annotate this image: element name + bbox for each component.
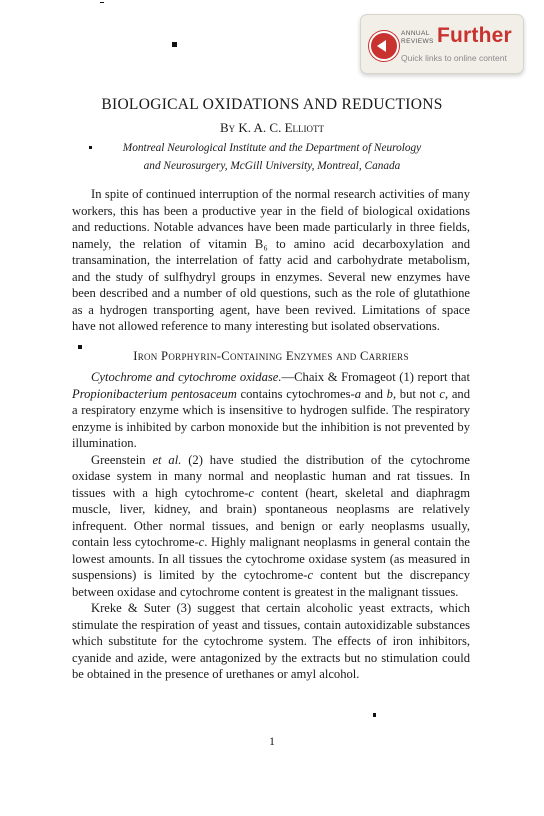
italic-letter: c: [307, 568, 314, 582]
author-name: K. A. C. Elliott: [238, 120, 325, 135]
author-prefix: By: [219, 120, 236, 135]
author-affiliation: [0, 139, 544, 175]
banner-annual-text: ANNUAL: [401, 30, 430, 37]
italic-letter: c: [439, 386, 445, 401]
paragraph-cytochrome: [72, 369, 470, 452]
paragraph-kreke-suter: Kreke & Suter (3) suggest that certain alcoholic yeast extracts, which stimulate the respiration of yeast and tissues, contain autoxidizable substances which substitute for the cytochrome system. The effects of iron inhibitors, cyanide and azide, were antagonized by the extracts but no stimulation could be obtained in the presence of urethanes or amyl alcohol.: [72, 601, 470, 681]
italic-letter: c: [198, 535, 205, 549]
paragraph-greenstein: [72, 452, 470, 601]
article-title: BIOLOGICAL OXIDATIONS AND REDUCTIONS: [101, 96, 443, 113]
text-run: contains cytochromes-: [236, 386, 355, 401]
affiliation-line-2: and Neurosurgery, McGill University, Montreal, Canada: [143, 160, 401, 172]
italic-letter: a: [354, 386, 362, 401]
affiliation-line-1: Montreal Neurological Institute and the Department of Neurology: [122, 142, 422, 154]
article-body: [72, 186, 470, 683]
intro-paragraph: In spite of continued interruption of the normal research activities of many workers, this has been a productive year in the field of biological oxidations and reductions. Notable advances have been made particularly in three fields, namely, the relation of vitamin B₆ to amino acid decarboxylation and transamination, the interrelation of fatty acid and carbohydrate metabolism, and the study of sulfhydryl groups in enzymes. Several new enzymes have been described and a number of old questions, such as the role of glutathione as a hydrogen transporting agent, have been revived. Limitations of space have not allowed reference to many interesting but isolated observations.: [72, 187, 470, 333]
scan-speck: [100, 2, 104, 3]
run-in-heading: Cytochrome and cytochrome oxidase.: [91, 370, 282, 384]
banner-reviews-text: REVIEWS: [401, 38, 434, 45]
text-run: content but the discrepancy between oxidase and cytochrome content is greatest in the malignant tissues.: [72, 568, 471, 599]
section-heading: Iron Porphyrin-Containing Enzymes and Carriers: [133, 348, 409, 363]
text-run: . Highly malignant neoplasms in general contain the lowest amounts. In all tissues the cytochrome oxidase system (as measured in suspensions) is limited by the cytochrome-: [72, 535, 470, 582]
scan-speck: [373, 713, 376, 717]
text-run: and: [361, 386, 387, 401]
text-run: (2) have studied the distribution of the cytochrome oxidase system in many normal and neoplastic human and rat tissues. In tissues with a high cytochrome-: [72, 452, 471, 500]
italic-letter: c: [248, 485, 254, 500]
further-links-banner[interactable]: [360, 14, 524, 74]
text-run: Chaix & Fromageot (1) report that: [294, 370, 470, 384]
page-number: 1: [269, 734, 275, 748]
organism-name: Propionibacterium pentosaceum: [72, 386, 237, 401]
scan-speck: [172, 42, 177, 47]
banner-quick-links-text: Quick links to online content: [401, 53, 507, 63]
italic-letter: b: [386, 386, 393, 401]
article-author: [0, 120, 544, 136]
annual-reviews-logo-icon: [369, 31, 399, 61]
text-run: , and a respiratory enzyme which is insensitive to hydrogen sulfide. The respiratory enzyme is inhibited by carbon monoxide but the inhibition is not prevented by illumination.: [72, 386, 471, 450]
text-run: content (heart, skeletal and diaphragm muscle, liver, kidney, and brain) spontaneous neoplasms are relatively infrequent. Other normal tissues, and benign or early neoplasms usually, contain less cytochrome-: [72, 485, 470, 549]
banner-further-text: Further: [437, 24, 512, 47]
em-dash: —: [281, 370, 295, 384]
text-run: Greenstein: [91, 452, 153, 467]
et-al: et al.: [152, 452, 182, 467]
text-run: , but not: [392, 386, 440, 401]
